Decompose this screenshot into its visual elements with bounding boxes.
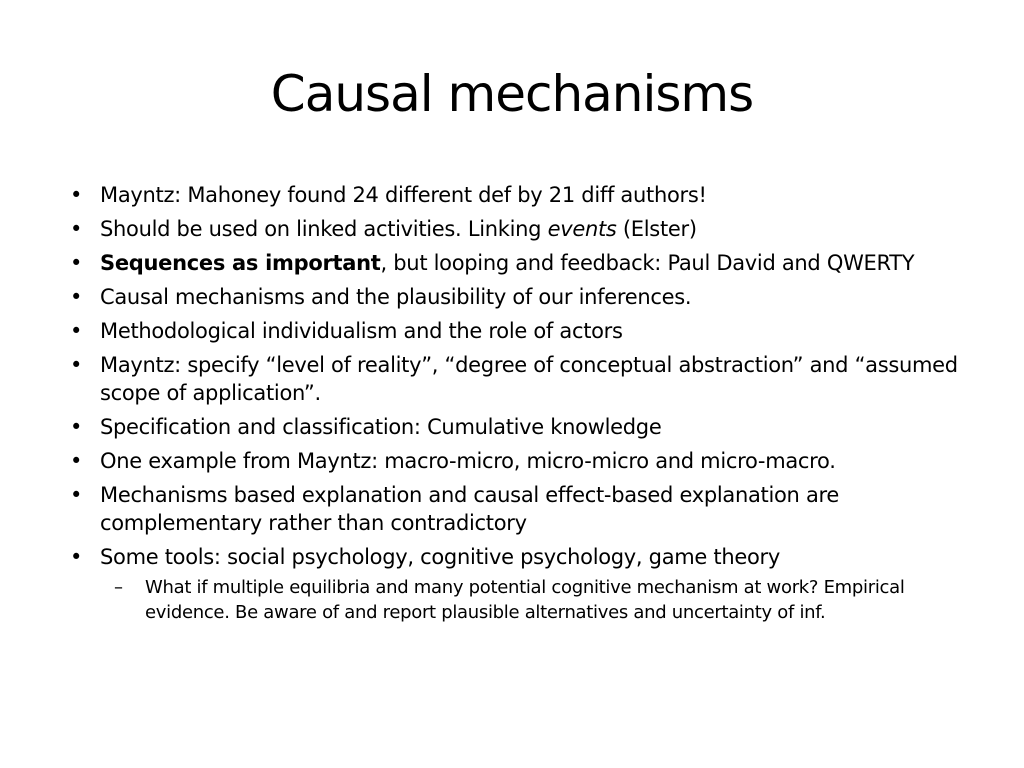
slide-content	[70, 181, 960, 631]
bullet-text: , but looping and feedback: Paul David and QWERTY	[380, 251, 915, 275]
bullet-item	[70, 249, 960, 277]
bullet-icon: •	[70, 545, 83, 569]
bullet-item	[70, 317, 960, 345]
sub-bullet-list	[100, 575, 960, 625]
bullet-text: (Elster)	[616, 217, 697, 241]
bullet-icon: •	[70, 251, 83, 275]
bullet-text: Should be used on linked activities. Linking	[100, 217, 548, 241]
bullet-text: Causal mechanisms and the plausibility of our inferences.	[100, 285, 692, 309]
bullet-text: Mayntz: specify “level of reality”, “degree of conceptual abstraction” and “assumed scope of application”.	[100, 353, 958, 405]
bullet-item	[70, 283, 960, 311]
bullet-item	[70, 447, 960, 475]
bullet-item	[70, 543, 960, 625]
bullet-icon: •	[70, 415, 83, 439]
dash-icon: –	[114, 577, 123, 598]
bullet-list	[70, 181, 960, 625]
bullet-icon: •	[70, 183, 83, 207]
bullet-icon: •	[70, 217, 83, 241]
bullet-text: Specification and classification: Cumulative knowledge	[100, 415, 662, 439]
sub-bullet-item	[100, 575, 960, 625]
bullet-icon: •	[70, 285, 83, 309]
bullet-item	[70, 215, 960, 243]
bullet-icon: •	[70, 483, 83, 507]
bullet-text: Mechanisms based explanation and causal effect-based explanation are complementary rather than contradictory	[100, 483, 840, 535]
bullet-item	[70, 481, 960, 537]
sub-bullet-text: What if multiple equilibria and many potential cognitive mechanism at work? Empirical evidence. Be aware of and report plausible alternatives and uncertainty of inf.	[145, 577, 905, 623]
bullet-text-bold: Sequences as important	[100, 251, 381, 275]
bullet-item	[70, 351, 960, 407]
bullet-icon: •	[70, 319, 83, 343]
bullet-item	[70, 413, 960, 441]
bullet-icon: •	[70, 449, 83, 473]
bullet-item	[70, 181, 960, 209]
bullet-text: Mayntz: Mahoney found 24 different def by 21 diff authors!	[100, 183, 707, 207]
slide-title: Causal mechanisms	[270, 65, 754, 123]
bullet-text-italic: events	[547, 217, 617, 241]
bullet-text: One example from Mayntz: macro-micro, micro-micro and micro-macro.	[100, 449, 836, 473]
bullet-icon: •	[70, 353, 83, 377]
bullet-text: Methodological individualism and the role of actors	[100, 319, 623, 343]
bullet-text: Some tools: social psychology, cognitive psychology, game theory	[100, 545, 781, 569]
